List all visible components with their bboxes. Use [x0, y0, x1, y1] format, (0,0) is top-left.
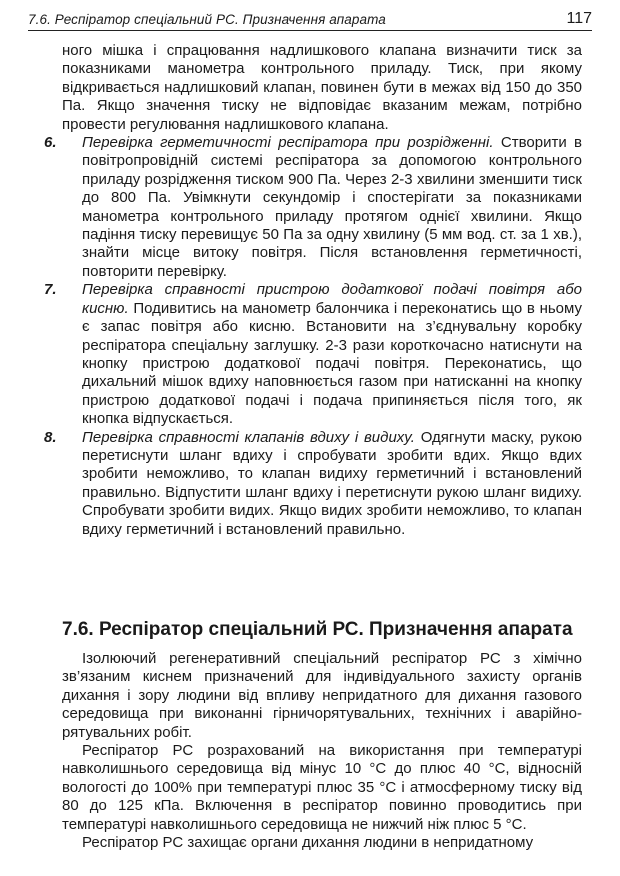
paragraph-text: °С і атмосферному тиску від 80 до 125 кПа. Включення в респіратор повинно проводитись при температурі навколишнього середовища не нижчий ніж плюс 5: [62, 778, 582, 833]
procedure-text: [44, 42, 582, 539]
item-text: Створити в повітропровідній системі респіратора за допомогою контрольного приладу розрідження тиском 900 Па. Через 2-3 хвилини зменшити тиск до 800 Па. Увімкнути секундомір і спостерігати за показниками манометра контрольного приладу протягом однієї хвилини. Якщо падіння тиску перевищує 50 Па за одну хвилину (5 мм вод. ст. за 1 хв.), знайти місце витоку повітря. Після встановлення герметичності, повторити перевірку.: [82, 134, 582, 280]
continuation-paragraph: ного мішка і спрацювання надлишкового клапана визначити тиск за показниками манометра контрольного приладу. Тиск, при якому відкривається надлишковий клапан, повинен бути в межах від 150 до 350 Па. Якщо значення тиску не відповідає вказаним межам, потрібно провести регулювання надлишкового клапана.: [62, 42, 582, 133]
section-paragraph-1: [62, 650, 582, 742]
paragraph-text: °С.: [505, 815, 527, 833]
section-paragraph-3: [62, 834, 582, 852]
paragraph-text: °С до плюс 40: [369, 760, 489, 778]
procedure-item-6: [44, 134, 582, 281]
section-paragraph-2: [62, 742, 582, 834]
running-header: [28, 6, 592, 31]
item-text: Одягнути маску, рукою перетиснути шланг вдиху і спробувати зробити вдих. Якщо вдих зробити неможливо, то клапан видиху герметичний і встановлений правильно. Відпустити шланг вдиху і перетиснути рукою шланг видиху. Спробувати зробити видих. Якщо видих зробити неможливо, то клапан вдиху герметичний і встановлений правильно.: [82, 428, 582, 538]
procedure-item-7: [44, 281, 582, 428]
item-number: 6.: [44, 134, 57, 152]
item-number: 8.: [44, 428, 57, 446]
item-lead: Перевірка справності клапанів вдиху і видиху.: [82, 428, 415, 446]
running-title: 7.6. Респіратор спеціальний РС. Призначення апарата: [28, 12, 386, 27]
section-heading: 7.6. Респіратор спеціальний РС. Призначення апарата: [62, 619, 573, 640]
procedure-item-8: [44, 428, 582, 539]
section-body: [62, 650, 582, 852]
paragraph-text: Ізолюючий регенеративний спеціальний респіратор РС з хімічно зв’язаним киснем призначений для індивідуального захисту органів дихання і зору людини від впливу непридатного для дихання газового середовища при виконанні гірничорятувальних, технічних і аварійно-рятувальних робіт.: [62, 650, 582, 741]
paragraph-text: Респіратор РС розрахований на використання при температурі навколишнього середовища від мінус 10: [62, 742, 582, 778]
item-lead: Перевірка справності пристрою додаткової подачі повітря або кисню.: [82, 281, 582, 317]
page-number: 117: [566, 10, 592, 27]
paragraph-text: °С, відносній вологості до 100% при температурі плюс 35: [62, 760, 583, 796]
paragraph-text: Респіратор РС захищає органи дихання людини в непридатному: [82, 834, 534, 852]
item-lead: Перевірка герметичності респіратора при розрідженні.: [82, 134, 494, 152]
item-number: 7.: [44, 281, 57, 299]
item-text: Подивитись на манометр балончика і переконатись що в ньому є запас повітря або кисню. Встановити на з’єднувальну коробку респіратора спеціальну заглушку. 2-3 рази короткочасно натиснути на кнопку пристрою додаткової подачі повітря. Переконатись, що дихальний мішок вдиху наповнюється газом при натисканні на кнопку пристрою додаткової подачі і подача припиняється після того, як кнопка відпускається.: [82, 299, 582, 428]
